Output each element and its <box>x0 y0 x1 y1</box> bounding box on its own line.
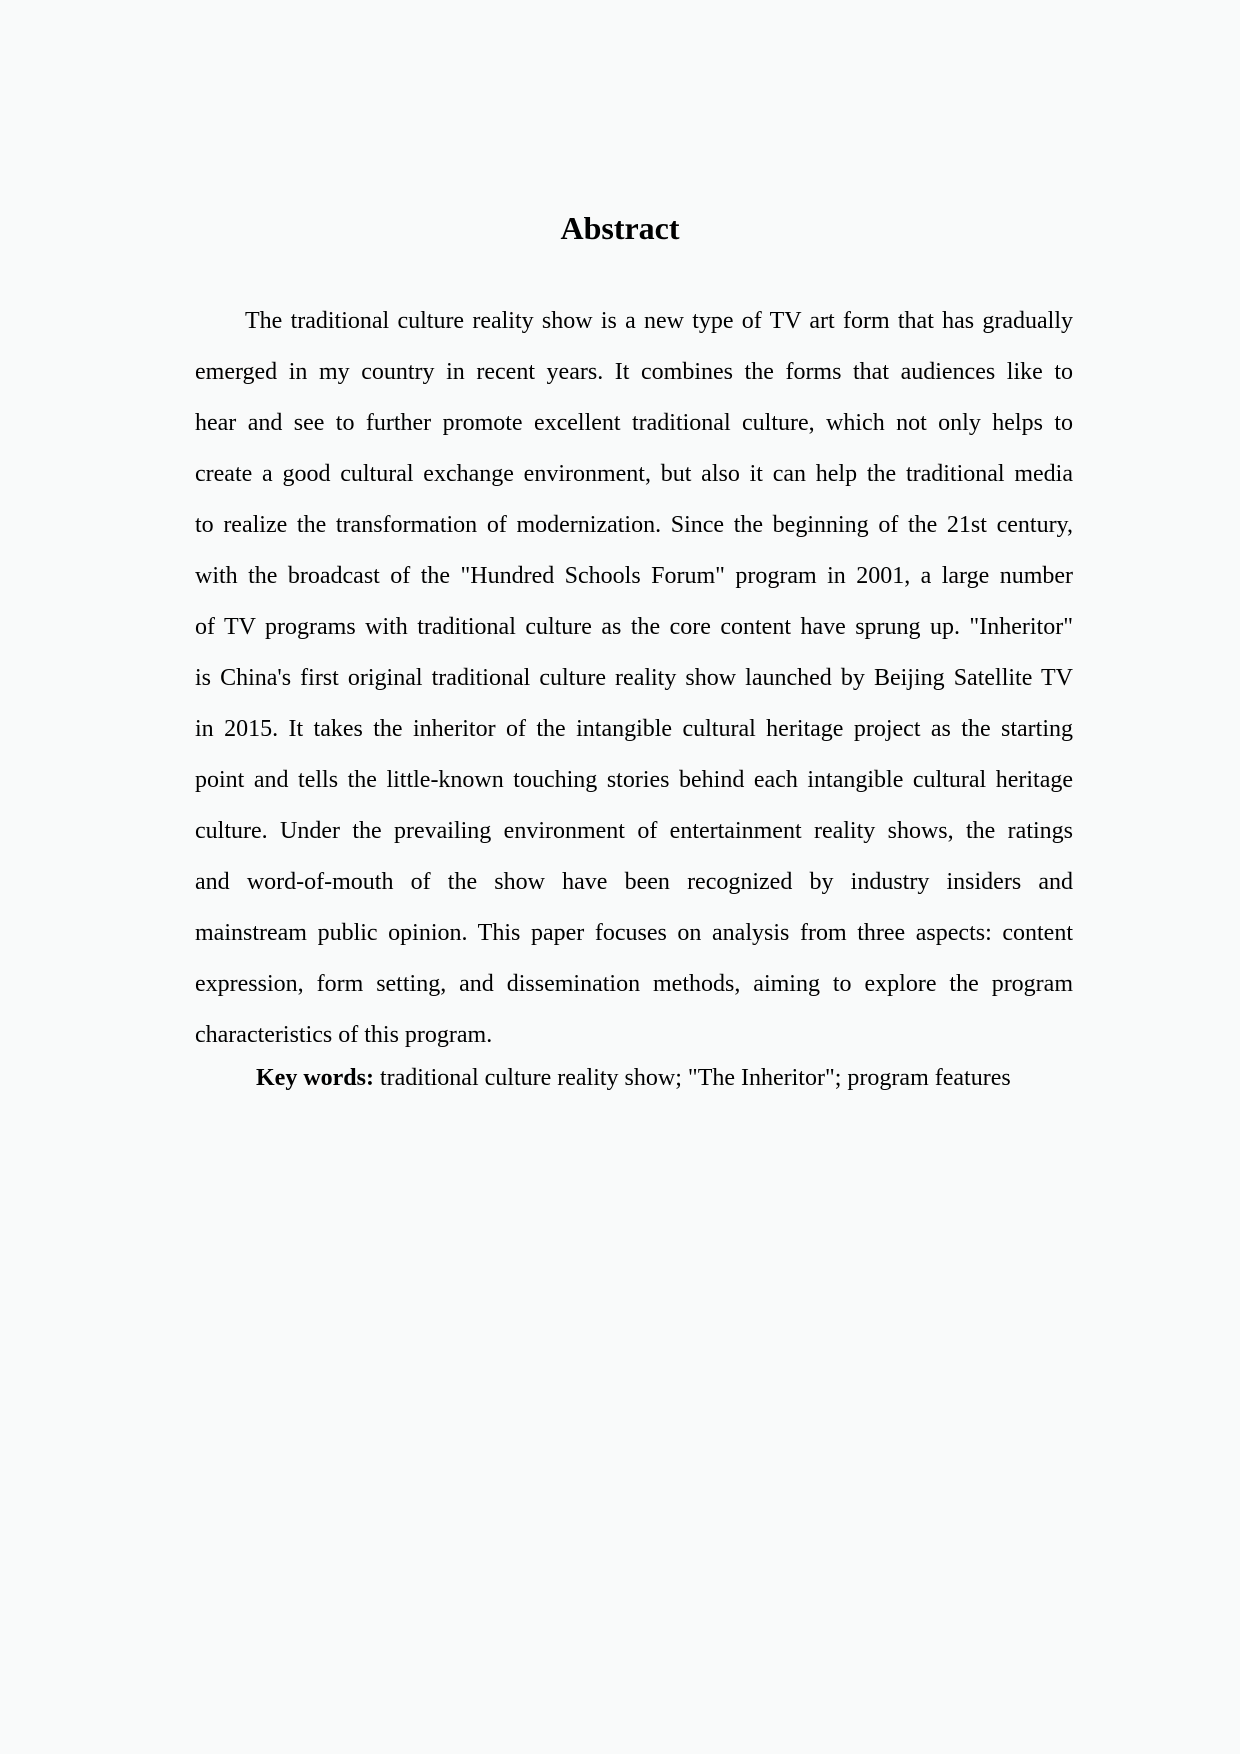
keywords <box>256 1065 1011 1092</box>
paragraph-line: of TV programs with traditional culture as the core content have sprung up. "Inheritor" <box>195 614 1073 640</box>
paragraph-line: in 2015. It takes the inheritor of the intangible cultural heritage project as the starting <box>195 716 1073 742</box>
paragraph-line: point and tells the little-known touching stories behind each intangible cultural heritage <box>195 767 1073 793</box>
paragraph-line: create a good cultural exchange environment, but also it can help the traditional media <box>195 461 1073 487</box>
keywords-label: Key words: <box>256 1065 374 1091</box>
paragraph-line: is China's first original traditional culture reality show launched by Beijing Satellite TV <box>195 665 1073 691</box>
paragraph-line: and word-of-mouth of the show have been recognized by industry insiders and <box>195 869 1073 895</box>
paragraph-line: emerged in my country in recent years. It combines the forms that audiences like to <box>195 359 1073 385</box>
paragraph-line: culture. Under the prevailing environment of entertainment reality shows, the ratings <box>195 818 1073 844</box>
abstract-paragraph <box>195 296 1073 1061</box>
paragraph-line: to realize the transformation of modernization. Since the beginning of the 21st century, <box>195 512 1073 538</box>
paragraph-line: The traditional culture reality show is a new type of TV art form that has gradually <box>245 308 1073 334</box>
paragraph-line: characteristics of this program. <box>195 1022 493 1048</box>
paragraph-line: expression, form setting, and dissemination methods, aiming to explore the program <box>195 971 1073 997</box>
paragraph-line: mainstream public opinion. This paper focuses on analysis from three aspects: content <box>195 920 1073 946</box>
paragraph-line: with the broadcast of the "Hundred Schools Forum" program in 2001, a large number <box>195 563 1073 589</box>
keywords-text: traditional culture reality show; "The Inheritor"; program features <box>373 1065 1011 1091</box>
page-title: Abstract <box>560 210 680 246</box>
paragraph-line: hear and see to further promote excellent traditional culture, which not only helps to <box>195 410 1073 436</box>
